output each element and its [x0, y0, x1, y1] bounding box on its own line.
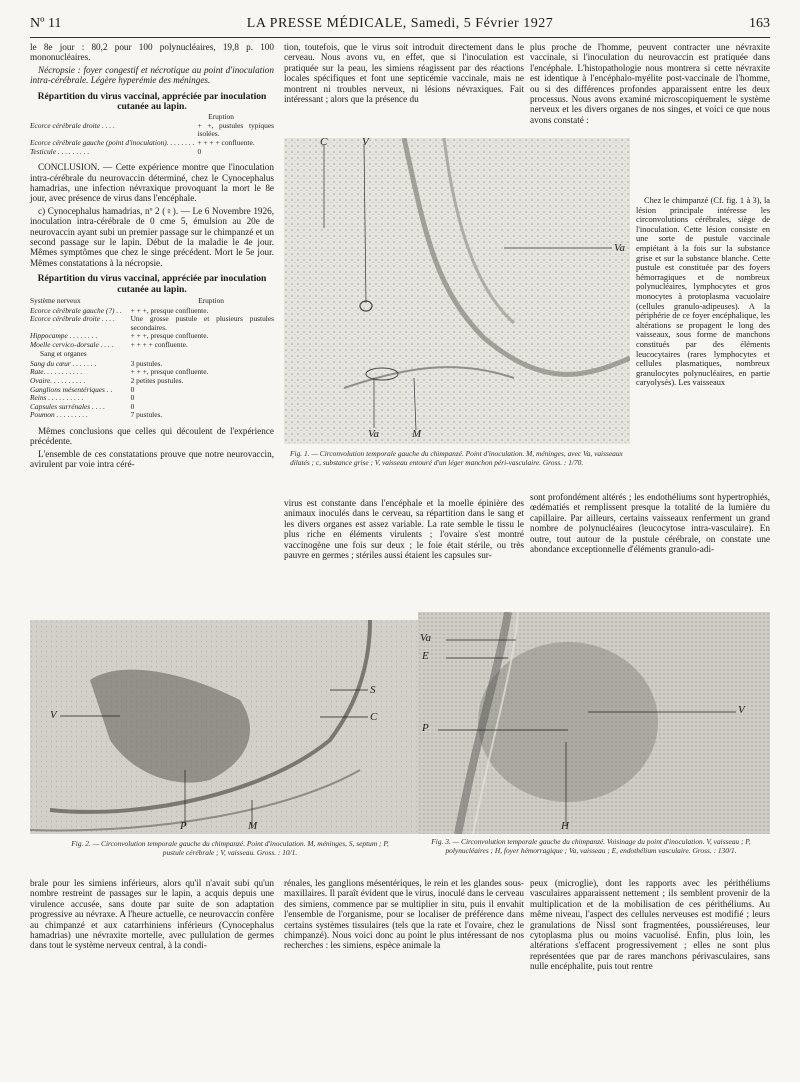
table-cell: 3 pustules.: [130, 358, 163, 368]
fig3-label-h: H: [561, 820, 569, 832]
table-subheader: Sang et organes: [40, 349, 87, 359]
table-cell: 0: [130, 401, 135, 411]
data-table: [30, 307, 274, 350]
column-2-lower: [284, 498, 524, 562]
paragraph: Chez le chimpanzé (Cf. fig. 1 à 3), la lésion principale intéresse les circonvolutions cérébrales, siège de l'inoculation. Cette lésion consiste en une sorte de pustule vaccinale empiétant à la fois sur la substance grise et sur la substance blanche. Cette pustule est constituée par des foyers hémorragiques et de nombreux polynucléaires, lymphocytes et gros monocytes à protoplasma vacuolaire (cellules granulo-adipeuses). A la périphérie de ce foyer encéphalique, les altérations se propagent le long des vaisseaux, sous forme de manchons constitués par des éléments leucocytaires (rares lymphocytes et cellules plasmatiques, nombreux granulocytes polynucléaires, en partie caryolysés). Les vaisseaux: [636, 196, 770, 388]
fig2-label-m: M: [248, 820, 258, 832]
fig1-label-va: Va: [614, 242, 625, 254]
paragraph: rénales, les ganglions mésentériques, le rein et les glandes sous-maxillaires. Il paraît évident que le virus, inoculé dans le cerveau des simiens, commence par se multiplier in situ, puis il envahit l'ensemble de l'organisme, pour se localiser de préférence dans certains systèmes tissulaires (tels que la rate et l'ovaire, chez le chimpanzé). Nous voici donc au point le plus intéressant de nos recherches : les simiens, espèce animale la: [284, 878, 524, 951]
figure-1-caption: [290, 450, 624, 468]
table-row: [30, 377, 274, 386]
column-3-lower: [530, 492, 770, 556]
bottom-column-2: [284, 878, 524, 953]
figure-2: [30, 620, 420, 834]
table-cell: 0: [130, 393, 135, 403]
figure-2-caption: [60, 840, 400, 858]
bottom-column-1: [30, 878, 274, 953]
table-cell: Ganglions mésentériques . .: [30, 385, 113, 394]
page-number: 163: [749, 16, 770, 31]
table-row: [30, 315, 274, 332]
fig1-label-va2: Va: [368, 428, 379, 440]
table-row: [30, 341, 274, 350]
table-row: [30, 386, 274, 395]
paragraph: le 8e jour : 80,2 pour 100 polynucléaires, 19,8 p. 100 mononucléaires.: [30, 42, 274, 63]
fig3-illustration: [418, 612, 770, 834]
table-cell: Rate. . . . . . . . . . .: [30, 368, 83, 377]
table-cell: Une grosse pustule et plusieurs pustules secondaires.: [130, 314, 274, 332]
figure-3-caption: [412, 838, 770, 856]
paragraph: CONCLUSION. — Cette expérience montre que l'inoculation intra-cérébrale du neurovaccin déterminé, chez le Cynocephalus hamadrias, une infection névraxique provoquant la mort le 8e jour, avec présence de virus dans l'encéphale.: [30, 162, 274, 204]
table-cell: + + + + confluente.: [197, 138, 255, 148]
fig3-label-v: V: [738, 704, 745, 716]
figure-1: [284, 138, 630, 444]
table-cell: + +, pustules typiques isolées.: [197, 120, 274, 139]
paragraph: sont profondément altérés ; les endothéliums sont hypertrophiés, œdématiés et remplissent presque la totalité de la lumière du capillaire. Par ailleurs, certains vaisseaux renferment un grand nombre de polynucléaires (leucocytose intra-vasculaire). En outre, tout autour de la pustule cérébrale, on constate une abondance exceptionnelle d'éléments granulo-adi-: [530, 492, 770, 555]
paragraph: plus proche de l'homme, peuvent contracter une névraxite vaccinale, si l'inoculation du neurovaccin est pratiquée dans l'encéphale. L'histopathologie nous montrera si cette névraxite est identique à l'encéphalo-myélite post-vaccinale de l'homme, ou si des différences profondes apparaissent entre les deux processus. Nous avons examiné microscopiquement le système nerveux et les divers organes de nos singes, et voici ce que nous avons constaté :: [530, 42, 770, 125]
section-title: Répartition du virus vaccinal, appréciée par inoculation cutanée au lapin.: [37, 90, 267, 113]
paragraph: Nécropsie : foyer congestif et nécrotique au point d'inoculation intra-cérébrale. Légère hyperémie des méninges.: [30, 64, 274, 86]
paragraph: c) Cynocephalus hamadrias, nº 2 (♀). — Le 6 Novembre 1926, inoculation intra-cérébrale de 0 cme 5, émulsion au 20e de neurovaccin ayant subi un premier passage sur le chimpanzé et un second passage sur le lapin. Début de la maladie le 4e jour. Mêmes symptômes que chez le singe précédent. Mort le 5e jour. Mêmes constatations à la nécropsie.: [30, 205, 274, 268]
table-cell: Hippocampe . . . . . . . .: [30, 332, 98, 341]
table-row: [30, 394, 274, 403]
fig2-label-s: S: [370, 684, 376, 696]
fig2-label-p: P: [180, 820, 187, 832]
table-cell: Ecorce cérébrale droite . . . .: [30, 121, 115, 130]
table-cell: Reins . . . . . . . . . .: [30, 394, 84, 403]
fig1-label-v: V: [362, 138, 369, 148]
column-3-top: [530, 42, 770, 127]
column-3-narrow: [636, 196, 770, 390]
table-header: [30, 296, 274, 306]
issue-number: Nº 11: [30, 16, 62, 31]
paragraph: tion, toutefois, que le virus soit introduit directement dans le cerveau. Nous avons vu, en effet, que si l'inoculation est pratiquée sur la peau, les simiens réagissent par des réactions locales spécifiques et font une septicémie vaccinale, mais ne montrent ni troubles nerveux, ni lésions névraxiques. Fait intéressant ; alors que la présence du: [284, 42, 524, 105]
table-cell: 2 petites pustules.: [130, 376, 184, 386]
column-2-top: [284, 42, 524, 106]
fig1-label-c: C: [320, 138, 328, 148]
paragraph: brale pour les simiens inférieurs, alors qu'il n'avait subi qu'un nombre restreint de passages sur le lapin, a acquis depuis une virulence accusée, sans doute par suite de son adaptation progressive au névraxe. A l'heure actuelle, ce neurovaccin confère au chimpanzé et aux catarrhiniens inférieurs (Cynocephalus hamadrias) une névraxite mortelle, avec pullulation de germes dans tout le système nerveux central, à la condi-: [30, 878, 274, 951]
table-cell: Poumon . . . . . . . . .: [30, 411, 88, 420]
table-row: [30, 139, 274, 148]
table-cell: + + +, presque confluente.: [130, 331, 209, 341]
paragraph: virus est constante dans l'encéphale et la moelle épinière des animaux inoculés dans le cerveau, sa répartition dans le sang et les divers organes est assez variable. La rate semble le tissu le plus riche en éléments virulents ; l'ovaire s'est montré vaccinogène une fois sur deux ; le foie était stérile, ou très pauvre en germes ; stériles aussi étaient les capsules sur-: [284, 498, 524, 561]
caption-text: Fig. 2. — Circonvolution temporale gauche du chimpanzé. Point d'inoculation. M, méninges, S, septum ; P, pustule cérébrale ; V, vaisseau. Gross. : 10/1.: [71, 839, 389, 857]
table-row: [30, 122, 274, 139]
table-header-cell: Eruption: [198, 296, 224, 306]
fig2-illustration: [30, 620, 420, 834]
table-cell: + + +, presque confluente.: [130, 367, 209, 377]
table-cell: Moelle cervico-dorsale . . . .: [30, 340, 114, 349]
table-cell: 0: [197, 146, 202, 156]
table-header-cell: Système nerveux: [30, 296, 81, 306]
data-table: [30, 122, 274, 156]
table-cell: + + + + confluente.: [130, 339, 188, 349]
bottom-column-3: [530, 878, 770, 974]
table-row: [30, 148, 274, 157]
table-cell: Capsules surrénales . . . .: [30, 402, 105, 411]
table-cell: Ovaire. . . . . . . . . .: [30, 377, 86, 386]
fig1-label-m: M: [412, 428, 422, 440]
table-cell: Sang du cœur . . . . . . .: [30, 359, 97, 368]
figure-3: [418, 612, 770, 834]
fig2-label-v: V: [50, 709, 57, 721]
table-cell: Ecorce cérébrale droite . . . .: [30, 315, 115, 324]
journal-title: LA PRESSE MÉDICALE, Samedi, 5 Février 1927: [246, 16, 554, 31]
table-cell: 0: [130, 384, 135, 394]
table-cell: + + +, presque confluente.: [130, 305, 209, 315]
fig3-label-va: Va: [420, 632, 431, 644]
data-table: [30, 360, 274, 420]
header-rule: [30, 37, 770, 38]
table-row: [30, 411, 274, 420]
table-cell: Ecorce cérébrale gauche (?) . .: [30, 306, 122, 315]
fig1-illustration: [284, 138, 630, 444]
page-header: [30, 16, 770, 36]
caption-text: Fig. 1. — Circonvolution temporale gauche du chimpanzé. Point d'inoculation. M, méninges, avec Va, vaisseaux dilatés ; c, substance grise ; V, vaisseau entouré d'un léger manchon péri-vasculaire. Gross. : 1/70.: [290, 449, 623, 467]
fig3-label-e: E: [422, 650, 429, 662]
fig3-label-p: P: [422, 722, 429, 734]
caption-text: Fig. 3. — Circonvolution temporale gauche du chimpanzé. Voisinage du point d'inoculation. V, vaisseau ; P, polynucléaires ; H, foyer hémorragique ; Va, vaisseau ; E, endothélium vasculaire. Gross. : 130/1.: [431, 837, 751, 855]
fig2-label-c: C: [370, 711, 378, 723]
column-1: [30, 42, 274, 472]
section-title: Répartition du virus vaccinal, appréciée par inoculation cutanée au lapin.: [37, 273, 267, 295]
table-cell: Ecorce cérébrale gauche (point d'inoculation). . . . . . . .: [30, 139, 195, 148]
table-header: Eruption: [208, 112, 234, 122]
paragraph: peux (microglie), dont les rapports avec les périthéliums vasculaires apparaissent nettement ; ils semblent provenir de la multiplication et de la mobilisation de ces périthéliums. Au même niveau, l'aspect des cellules nerveuses est modifié ; leurs granulations de Nissl sont fragmentées, poussiéreuses, leur cytoplasma plus ou moins vacuolisé. Enfin, plus loin, les altérations s'effacent progressivement ; elles ne sont plus représentées que par de rares manchons périvasculaires, sans nulle encéphalite, puis tout rentre: [530, 878, 770, 972]
table-cell: 7 pustules.: [130, 410, 163, 420]
table-cell: Testicule . . . . . . . . .: [30, 147, 90, 156]
paragraph: Mêmes conclusions que celles qui découlent de l'expérience précédente.: [30, 426, 274, 447]
paragraph: L'ensemble de ces constatations prouve que notre neurovaccin, avirulent par voie intra céré-: [30, 448, 274, 470]
